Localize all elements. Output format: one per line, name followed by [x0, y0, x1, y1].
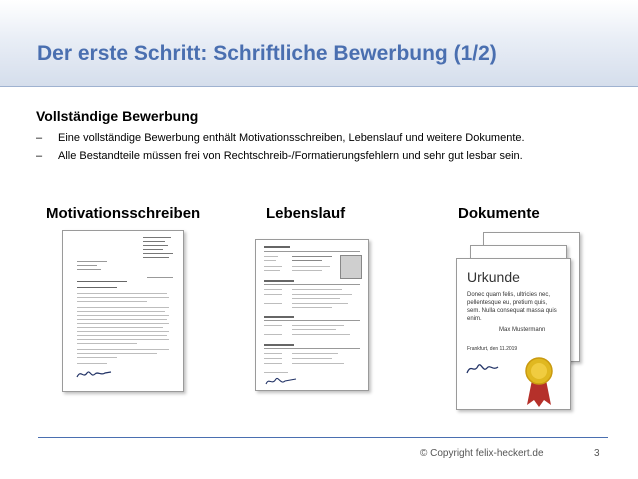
slide-title: Der erste Schritt: Schriftliche Bewerbung (1/2)	[37, 42, 497, 65]
photo-placeholder	[340, 255, 362, 279]
signature-icon	[465, 359, 505, 377]
footer-divider	[38, 437, 608, 438]
column-title-documents: Dokumente	[458, 205, 540, 222]
bullet-marker: –	[36, 150, 43, 162]
column-title-motivation: Motivationsschreiben	[46, 205, 201, 222]
cv-thumbnail	[255, 239, 369, 391]
section-heading: Vollständige Bewerbung	[36, 108, 199, 124]
certificate-thumbnail	[456, 258, 571, 410]
bullet-text: Eine vollständige Bewerbung enthält Motivationsschreiben, Lebenslauf und weitere Dokumente.	[58, 132, 525, 144]
header-divider	[0, 86, 638, 87]
certificate-date: Frankfurt, den 11.2019	[467, 346, 518, 352]
seal-ribbon-icon	[519, 353, 559, 411]
bullet-item	[36, 150, 523, 162]
page-number: 3	[594, 448, 600, 459]
certificate-name: Max Mustermann	[499, 327, 546, 333]
signature-icon	[75, 367, 115, 381]
footer-copyright: © Copyright felix-heckert.de	[420, 448, 544, 459]
certificate-title: Urkunde	[467, 269, 520, 285]
signature-icon	[264, 374, 300, 388]
motivation-letter-thumbnail	[62, 230, 184, 392]
bullet-text: Alle Bestandteile müssen frei von Rechtschreib-/Formatierungsfehlern und sehr gut lesbar sein.	[58, 150, 523, 162]
bullet-item	[36, 132, 525, 144]
bullet-marker: –	[36, 132, 43, 144]
column-title-cv: Lebenslauf	[266, 205, 346, 222]
certificate-text: Donec quam felis, ultricies nec, pellentesque eu, pretium quis, sem. Nulla consequat massa quis enim.	[467, 292, 557, 322]
